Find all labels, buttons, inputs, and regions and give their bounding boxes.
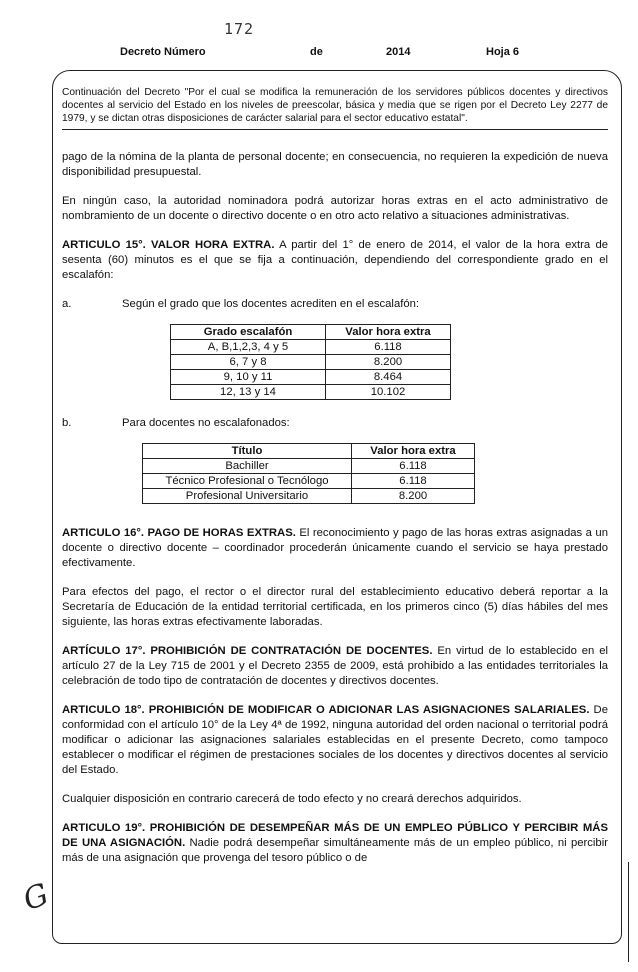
table-header-row	[171, 325, 451, 340]
paragraph: En ningún caso, la autoridad nominadora podrá autorizar horas extras en el acto administrativo de nombramiento de un docente o directivo docente o en otro acto relativo a situaciones administrativas.	[62, 195, 608, 222]
page-label: Hoja 6	[486, 46, 520, 58]
table-header: Título	[143, 444, 352, 459]
document-body	[62, 150, 608, 880]
table-cell: 6, 7 y 8	[171, 355, 326, 370]
paragraph: Para efectos del pago, el rector o el director rural del establecimiento educativo deberá reportar a la Secretaría de Educación de la entidad territorial certificada, en los primeros cinco (5) días hábiles del mes siguiente, las horas extras efectivamente laboradas.	[62, 586, 608, 628]
de-label: de	[310, 46, 323, 58]
year: 2014	[386, 46, 411, 58]
table-row	[171, 370, 451, 385]
table-row	[171, 355, 451, 370]
article-text: A partir del 1° de enero de 2014, el valor de la hora extra de sesenta (60) minutos es el que se fija a continuación, dependiendo del correspondiente grado en el escalafón:	[62, 239, 609, 281]
article-heading: ARTICULO 18°. PROHIBICIÓN DE MODIFICAR O ADICIONAR LAS ASIGNACIONES SALARIALES.	[62, 704, 590, 716]
table-cell: 12, 13 y 14	[171, 385, 326, 400]
item-text: Para docentes no escalafonados:	[122, 417, 290, 429]
article-text: El reconocimiento y pago de las horas extras asignadas a un docente o directivo docente – coordinador procederán únicamente cuando el servicio se haya prestado efectivamente.	[62, 527, 608, 569]
table-header: Valor hora extra	[326, 325, 451, 340]
article-17	[62, 644, 608, 689]
article-heading: ARTICULO 16°. PAGO DE HORAS EXTRAS.	[62, 527, 296, 539]
table-cell: Técnico Profesional o Tecnólogo	[143, 474, 352, 489]
item-label: b.	[62, 417, 72, 429]
table-cell: 9, 10 y 11	[171, 370, 326, 385]
article-16	[62, 526, 608, 571]
article-heading: ARTICULO 19°. PROHIBICIÓN DE DESEMPEÑAR MÁS DE UN EMPLEO PÚBLICO Y PERCIBIR MÁS DE UNA ASIGNACIÓN.	[62, 822, 608, 849]
table-row	[143, 489, 475, 504]
handwritten-decree-number: 172	[224, 20, 255, 38]
decree-number-label: Decreto Número	[120, 46, 206, 58]
article-heading: ARTÍCULO 17°. PROHIBICIÓN DE CONTRATACIÓN DE DOCENTES.	[62, 645, 433, 657]
article-heading: ARTICULO 15°. VALOR HORA EXTRA.	[62, 239, 275, 251]
table-cell: 6.118	[326, 340, 451, 355]
table-header: Valor hora extra	[352, 444, 475, 459]
table-cell: 8.464	[326, 370, 451, 385]
table-cell: Bachiller	[143, 459, 352, 474]
table-cell: A, B,1,2,3, 4 y 5	[171, 340, 326, 355]
item-label: a.	[62, 298, 72, 310]
table-row	[143, 459, 475, 474]
article-text: Nadie podrá desempeñar simultáneamente más de un empleo público, ni percibir más de una asignación que provenga del tesoro público o de	[62, 837, 608, 864]
table-row	[143, 474, 475, 489]
table-row	[171, 385, 451, 400]
table-cell: 8.200	[326, 355, 451, 370]
table-cell: Profesional Universitario	[143, 489, 352, 504]
table-cell: 6.118	[352, 459, 475, 474]
table-cell: 6.118	[352, 474, 475, 489]
signature-initials: G	[18, 876, 54, 919]
table-titulo	[142, 443, 475, 504]
continuation-intro: Continuación del Decreto "Por el cual se modifica la remuneración de los servidores públicos docentes y directivos docentes al servicio del Estado en los niveles de preescolar, básica y media que se rigen por el Decreto Ley 2277 de 1979, y se dictan otras disposiciones de carácter salarial para el sector educativo estatal".	[62, 86, 608, 130]
item-text: Según el grado que los docentes acrediten en el escalafón:	[122, 298, 420, 310]
article-text: De conformidad con el artículo 10° de la Ley 4ª de 1992, ninguna autoridad del orden nacional o territorial podrá modificar o adicionar las asignaciones salariales establecidas en el presente Decreto, como tampoco establecer o modificar el régimen de prestaciones sociales de los docentes y directivos docentes al servicio del Estado.	[62, 704, 608, 776]
margin-line	[628, 862, 629, 962]
table-header-row	[143, 444, 475, 459]
table-header: Grado escalafón	[171, 325, 326, 340]
paragraph: Cualquier disposición en contrario carecerá de todo efecto y no creará derechos adquiridos.	[62, 793, 522, 805]
article-18	[62, 703, 608, 778]
article-text: En virtud de lo establecido en el artículo 27 de la Ley 715 de 2001 y el Decreto 2355 de 2009, está prohibido a las entidades territoriales la celebración de todo tipo de contratación de docentes y directivos docentes.	[62, 645, 608, 687]
table-cell: 8.200	[352, 489, 475, 504]
list-item-a	[62, 297, 608, 312]
article-19	[62, 821, 608, 866]
list-item-b	[62, 416, 608, 431]
table-row	[171, 340, 451, 355]
article-15	[62, 238, 608, 283]
table-grado-escalafon	[170, 324, 451, 400]
table-cell: 10.102	[326, 385, 451, 400]
paragraph: pago de la nómina de la planta de personal docente; en consecuencia, no requieren la expedición de nueva disponibilidad presupuestal.	[62, 151, 608, 178]
